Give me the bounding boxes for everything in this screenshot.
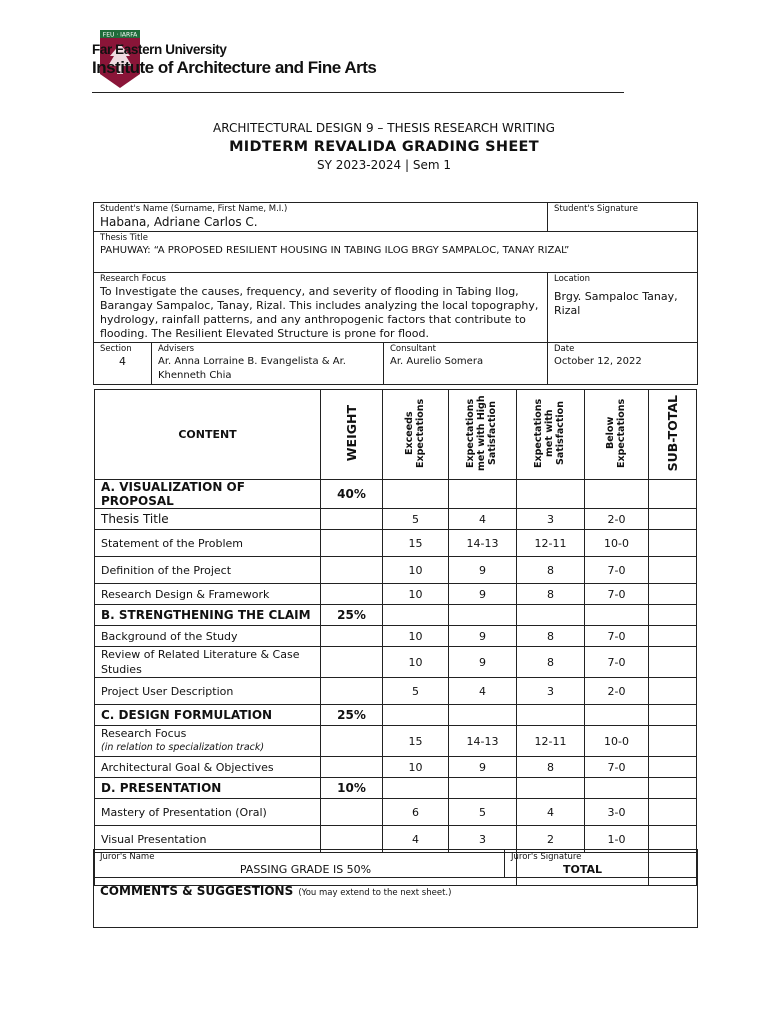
section-label: Section: [100, 344, 132, 354]
student-name-label: Student's Name (Surname, First Name, M.I.): [100, 204, 288, 214]
score-met: 3: [517, 678, 585, 705]
section-row: [95, 778, 697, 799]
school-year: SY 2023-2024 | Sem 1: [317, 158, 451, 172]
subtotal-cell[interactable]: [649, 799, 697, 826]
criterion-row: [95, 557, 697, 584]
score-below: 7-0: [585, 647, 649, 678]
section-value: 4: [119, 355, 126, 368]
score-met: 12-11: [517, 726, 585, 757]
section-weight: 25%: [321, 605, 383, 626]
score-high: 9: [449, 757, 517, 778]
section-weight: 40%: [321, 480, 383, 509]
criterion-row: [95, 530, 697, 557]
criterion-label: Mastery of Presentation (Oral): [95, 799, 321, 826]
score-below: 10-0: [585, 726, 649, 757]
institute-name: Institute of Architecture and Fine Arts: [92, 58, 377, 77]
below-header: Below Expectations: [604, 398, 627, 468]
score-below: 2-0: [585, 509, 649, 530]
advisers-cell: [152, 343, 384, 385]
score-below: 3-0: [585, 799, 649, 826]
score-high: 9: [449, 626, 517, 647]
score-below: 7-0: [585, 584, 649, 605]
subtotal-cell[interactable]: [649, 626, 697, 647]
score-exceeds: 10: [383, 647, 449, 678]
criterion-label: Research Focus: [101, 727, 187, 740]
section-cell: [94, 343, 152, 385]
subtotal-cell[interactable]: [649, 509, 697, 530]
research-focus-value: To Investigate the causes, frequency, and severity of flooding in Tabing Ilog, Barangay Sampaloc, Tanay, Rizal. This includes analyzing the local topography, hydrology, rainfall patterns, and any anthropogenic factors that contribute to flooding. The Resilient Elevated Structure is prone for flood.: [100, 285, 539, 340]
score-met: 4: [517, 799, 585, 826]
student-name-cell: [94, 203, 548, 232]
criterion-row: [95, 647, 697, 678]
high-satisfaction-header: Expectations met with High Satisfaction: [464, 395, 498, 471]
criterion-label: Definition of the Project: [95, 557, 321, 584]
subtotal-cell[interactable]: [649, 757, 697, 778]
score-high: 5: [449, 799, 517, 826]
score-below: 7-0: [585, 757, 649, 778]
comments-label: COMMENTS & SUGGESTIONS: [100, 884, 294, 898]
student-info-table: [93, 202, 698, 385]
criterion-label: Review of Related Literature & Case Studies: [95, 647, 321, 678]
score-met: 8: [517, 584, 585, 605]
score-high: 4: [449, 678, 517, 705]
juror-signature-label: Juror's Signature: [511, 852, 582, 862]
criterion-row: [95, 678, 697, 705]
criterion-label: Visual Presentation: [95, 826, 321, 853]
subtotal-cell[interactable]: [649, 726, 697, 757]
criterion-label: Background of the Study: [95, 626, 321, 647]
score-met: 2: [517, 826, 585, 853]
thesis-title-value: PAHUWAY: “A PROPOSED RESILIENT HOUSING IN TABING ILOG BRGY SAMPALOC, TANAY RIZAL”: [100, 245, 570, 256]
section-row: [95, 480, 697, 509]
passing-grade: PASSING GRADE IS 50%: [95, 853, 517, 886]
consultant-cell: [384, 343, 548, 385]
date-label: Date: [554, 344, 575, 354]
score-exceeds: 15: [383, 530, 449, 557]
score-exceeds: 15: [383, 726, 449, 757]
subtotal-cell[interactable]: [649, 678, 697, 705]
score-exceeds: 10: [383, 757, 449, 778]
student-signature-cell: [548, 203, 698, 232]
score-below: 7-0: [585, 626, 649, 647]
score-exceeds: 5: [383, 509, 449, 530]
criterion-row: [95, 726, 697, 757]
score-high: 9: [449, 557, 517, 584]
criterion-label: Project User Description: [95, 678, 321, 705]
criterion-note: (in relation to specialization track): [101, 742, 265, 753]
grading-table: [94, 389, 697, 886]
score-met: 12-11: [517, 530, 585, 557]
criterion-row: [95, 584, 697, 605]
score-exceeds: 10: [383, 557, 449, 584]
juror-name-label: Juror's Name: [100, 852, 155, 862]
criterion-label: Architectural Goal & Objectives: [95, 757, 321, 778]
criterion-label: Research Design & Framework: [95, 584, 321, 605]
satisfaction-header: Expectations met with Satisfaction: [532, 398, 566, 468]
criterion-label: Thesis Title: [95, 509, 321, 530]
score-exceeds: 10: [383, 584, 449, 605]
student-name-value: Habana, Adriane Carlos C.: [100, 215, 258, 229]
score-exceeds: 6: [383, 799, 449, 826]
section-title: B. STRENGTHENING THE CLAIM: [95, 605, 321, 626]
logo-tag: FEU · IARFA: [102, 31, 138, 39]
location-cell: [548, 273, 698, 343]
sheet-titles: [0, 121, 768, 172]
criterion-row: [95, 626, 697, 647]
score-high: 14-13: [449, 530, 517, 557]
advisers-value: Ar. Anna Lorraine B. Evangelista & Ar. Khenneth Chia: [158, 356, 346, 381]
institution-name: Far Eastern University: [92, 42, 227, 57]
subtotal-header: SUB-TOTAL: [665, 394, 680, 472]
section-weight: 25%: [321, 705, 383, 726]
header-divider: [92, 92, 624, 93]
score-high: 9: [449, 584, 517, 605]
research-focus-label: Research Focus: [100, 274, 166, 284]
score-high: 14-13: [449, 726, 517, 757]
score-met: 8: [517, 557, 585, 584]
subtotal-cell[interactable]: [649, 530, 697, 557]
criterion-row: [95, 757, 697, 778]
subtotal-cell[interactable]: [649, 647, 697, 678]
date-value: October 12, 2022: [554, 356, 642, 367]
score-below: 7-0: [585, 557, 649, 584]
section-title: D. PRESENTATION: [95, 778, 321, 799]
weight-header: WEIGHT: [344, 404, 359, 462]
section-weight: 10%: [321, 778, 383, 799]
consultant-value: Ar. Aurelio Somera: [390, 356, 484, 367]
institution-header: [92, 30, 624, 94]
research-focus-cell: [94, 273, 548, 343]
score-exceeds: 5: [383, 678, 449, 705]
subtotal-cell[interactable]: [649, 584, 697, 605]
section-row: [95, 605, 697, 626]
grading-header-row: [95, 390, 697, 480]
exceeds-header: Exceeds Expectations: [403, 398, 426, 468]
section-row: [95, 705, 697, 726]
juror-name-cell[interactable]: [94, 850, 505, 878]
comments-note: (You may extend to the next sheet.): [298, 888, 452, 898]
total-label: TOTAL: [517, 853, 649, 886]
location-value: Brgy. Sampaloc Tanay, Rizal: [554, 290, 678, 317]
location-label: Location: [554, 274, 590, 284]
score-below: 2-0: [585, 678, 649, 705]
score-high: 4: [449, 509, 517, 530]
score-met: 8: [517, 626, 585, 647]
criterion-label: Statement of the Problem: [95, 530, 321, 557]
thesis-title-cell: [94, 232, 698, 273]
criterion-row: [95, 509, 697, 530]
thesis-title-label: Thesis Title: [100, 233, 148, 243]
comments-cell[interactable]: [94, 878, 698, 928]
score-below: 1-0: [585, 826, 649, 853]
consultant-label: Consultant: [390, 344, 436, 354]
section-title: A. VISUALIZATION OF PROPOSAL: [95, 480, 321, 509]
score-below: 10-0: [585, 530, 649, 557]
score-met: 3: [517, 509, 585, 530]
advisers-label: Advisers: [158, 344, 195, 354]
course-title: ARCHITECTURAL DESIGN 9 – THESIS RESEARCH WRITING: [213, 121, 555, 135]
score-exceeds: 4: [383, 826, 449, 853]
score-high: 9: [449, 647, 517, 678]
score-high: 3: [449, 826, 517, 853]
juror-signature-cell[interactable]: [505, 850, 698, 878]
score-met: 8: [517, 647, 585, 678]
score-met: 8: [517, 757, 585, 778]
content-header: CONTENT: [95, 390, 321, 480]
section-title: C. DESIGN FORMULATION: [95, 705, 321, 726]
date-cell: [548, 343, 698, 385]
subtotal-cell[interactable]: [649, 557, 697, 584]
criterion-cell: [95, 726, 321, 757]
score-exceeds: 10: [383, 626, 449, 647]
criterion-row: [95, 799, 697, 826]
student-signature-label: Student's Signature: [554, 204, 638, 214]
sheet-title: MIDTERM REVALIDA GRADING SHEET: [229, 139, 539, 155]
juror-table: [93, 849, 698, 928]
